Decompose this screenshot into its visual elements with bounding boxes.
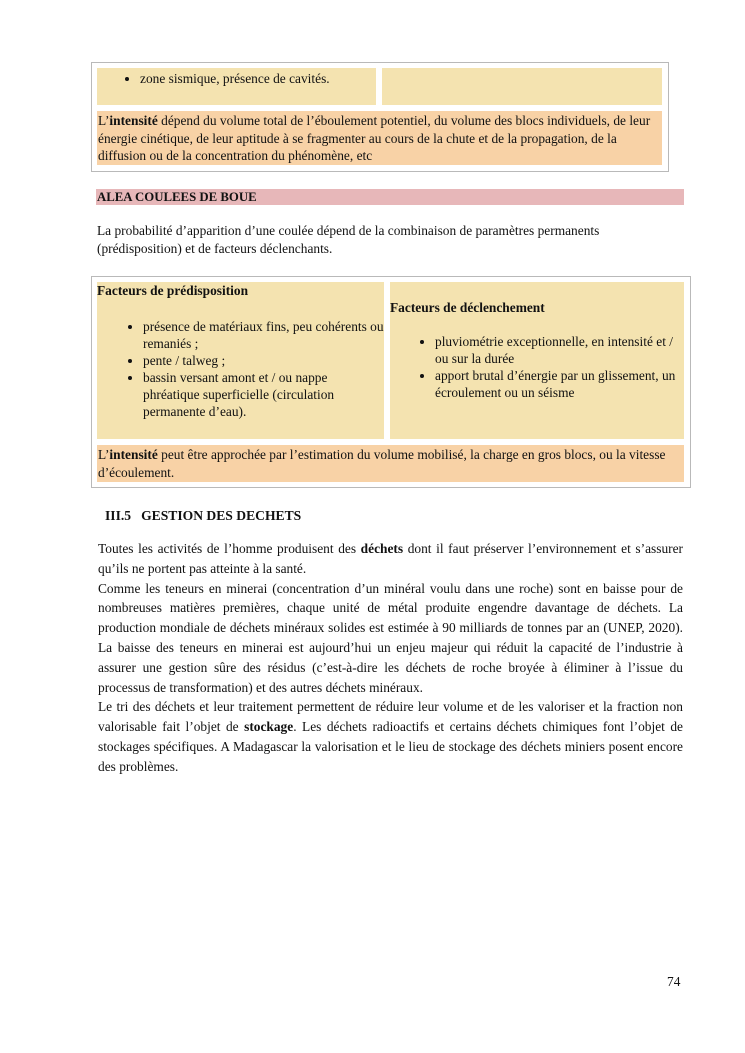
intensity-term: intensité (109, 113, 158, 128)
trigger-cell (390, 282, 684, 439)
list-item: • pente / talweg ; (143, 352, 384, 369)
predisposition-title: Facteurs de prédisposition (97, 283, 249, 298)
paragraph: Comme les teneurs en minerai (concentration d’un minéral voulu dans une roche) sont en baisse pour de nombreuses matières premières, chaque unité de métal produite engendre davantage de déchets. La production mondiale de déchets minéraux solides est estimée à 90 milliards de tonnes par an (UNEP, 2020). La baisse des teneurs en minerai est aujourd’hui un enjeu majeur qui réduit la capacité de l’industrie à assurer une gestion sûre des résidus (c’est-à-dire les déchets de roche broyée à éliminer à l’issue du processus de transformation) et des autres déchets minéraux. (98, 580, 683, 695)
intensity-term: intensité (109, 447, 158, 462)
predisposition-cell (97, 282, 384, 439)
list-item: • pluviométrie exceptionnelle, en intensité et / ou sur la durée (435, 333, 684, 367)
list-item: • zone sismique, présence de cavités. (140, 70, 376, 87)
alea-intro: La probabilité d’apparition d’une coulée dépend de la combinaison de paramètres permanents (prédisposition) et de facteurs déclenchants. (97, 223, 600, 256)
mudflow-intensity-cell: L’intensité peut être approchée par l’estimation du volume mobilisé, la charge en gros blocs, ou la vitesse d’écoulement. (97, 445, 684, 482)
rockfall-intensity-cell: L’intensité dépend du volume total de l’éboulement potentiel, du volume des blocs individuels, de leur énergie cinétique, de leur aptitude à se fragmenter au cours de la chute et de la propagation, de la diffusion ou de la concentration du phénomène, etc (97, 111, 662, 165)
paragraph: Toutes les activités de l’homme produisent des déchets dont il faut préserver l’environnement et s’assurer qu’ils ne portent pas atteinte à la santé. (98, 541, 683, 576)
page-number: 74 (667, 974, 681, 989)
section-number: III.5 (105, 508, 132, 523)
list-item: • présence de matériaux fins, peu cohérents ou remaniés ; (143, 318, 384, 352)
paragraph: Le tri des déchets et leur traitement permettent de réduire leur volume et de les valoriser et la fraction non valorisable fait l’objet de stockage. Les déchets radioactifs et certains déchets chimiques font l’objet de stockages spécifiques. A Madagascar la valorisation et le lieu de stockage des déchets miniers posent encore des problèmes. (98, 699, 683, 774)
rockfall-table (91, 62, 669, 172)
list-item: • bassin versant amont et / ou nappe phréatique superficielle (circulation permanente d’eau). (143, 369, 384, 420)
trigger-title: Facteurs de déclenchement (390, 300, 545, 315)
section-heading (105, 507, 301, 525)
list-item: • apport brutal d’énergie par un glissement, un écroulement ou un séisme (435, 367, 684, 401)
rockfall-cell-right (382, 68, 662, 105)
section-title: GESTION DES DECHETS (141, 508, 302, 523)
body-text (98, 539, 683, 777)
rockfall-cell-left (97, 68, 376, 105)
alea-heading: ALEA COULEES DE BOUE (96, 189, 684, 205)
mudflow-table (91, 276, 691, 488)
